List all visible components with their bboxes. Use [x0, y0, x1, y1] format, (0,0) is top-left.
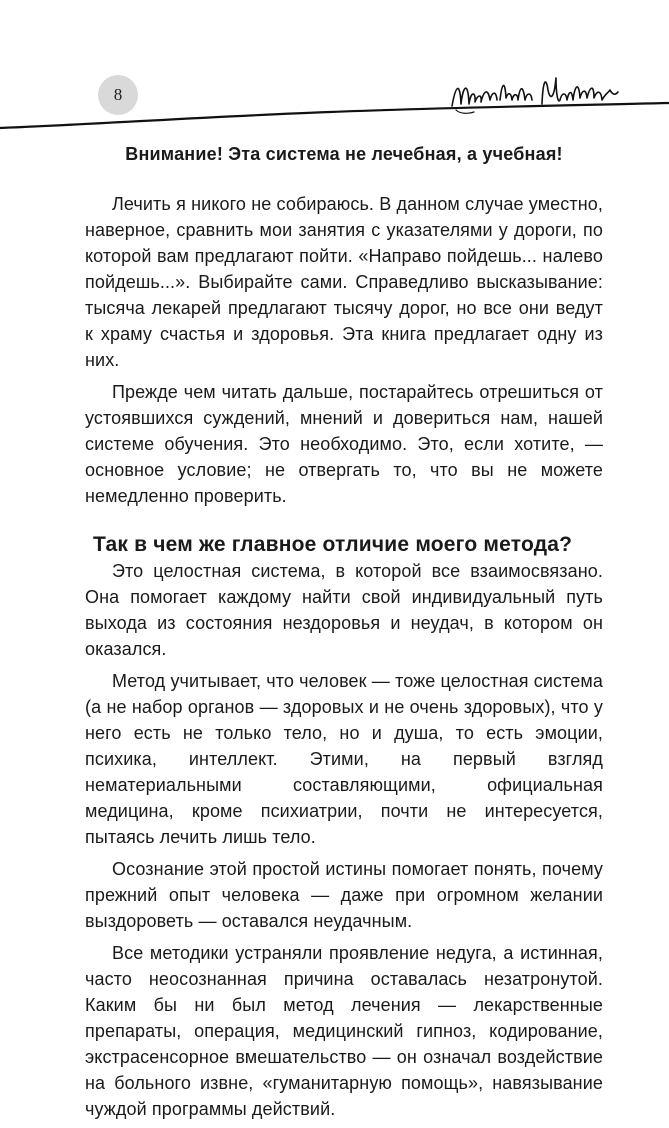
header-rule: [0, 98, 669, 132]
paragraph: Это целостная система, в которой все взаимосвязано. Она помогает каждому найти свой индивидуальный путь выхода из состояния нездоровья и неудач, в котором он оказался.: [85, 561, 603, 659]
section-heading-difference: Так в чем же главное отличие моего метода?: [93, 533, 573, 556]
paragraph: Метод учитывает, что человек — тоже целостная система (а не набор органов — здоровых и не очень здоровых), что у него есть не только тело, но и душа, то есть эмоции, психика, интеллект. Этими, на первый взгляд нематериальными составляющими, официальная медицина, кроме психиатрии, почти не интересуется, пытаясь лечить лишь тело.: [85, 671, 603, 847]
paragraph: Прежде чем читать дальше, постарайтесь отрешиться от устоявшихся суждений, мнений и довериться нам, нашей системе обучения. Это необходимо. Это, если хотите, — основное условие; не отвергать то, что вы не можете немедленно проверить.: [85, 382, 603, 506]
page-number: 8: [113, 85, 123, 104]
section-heading-attention: Внимание! Эта система не лечебная, а учебная!: [125, 144, 563, 164]
paragraph: Осознание этой простой истины помогает понять, почему прежний опыт человека — даже при огромном желании выздороветь — оставался неудачным.: [85, 859, 603, 931]
page-content: [85, 141, 603, 1128]
paragraph: Все методики устраняли проявление недуга, а истинная, часто неосознанная причина оставалась незатронутой. Каким бы ни был метод лечения — лекарственные препараты, операция, медицинский гипноз, кодирование, экстрасенсорное вмешательство — он означал воздействие на больного извне, «гуманитарную помощь», навязывание чуждой программы действий.: [85, 943, 603, 1119]
paragraph: Лечить я никого не собираюсь. В данном случае уместно, наверное, сравнить мои занятия с указателями у дороги, по которой вам предлагают пойти. «Направо пойдешь... налево пойдешь...». Выбирайте сами. Справедливо высказывание: тысяча лекарей предлагают тысячу дорог, но все они ведут к храму счастья и здоровья. Эта книга предлагает одну из них.: [85, 194, 603, 370]
